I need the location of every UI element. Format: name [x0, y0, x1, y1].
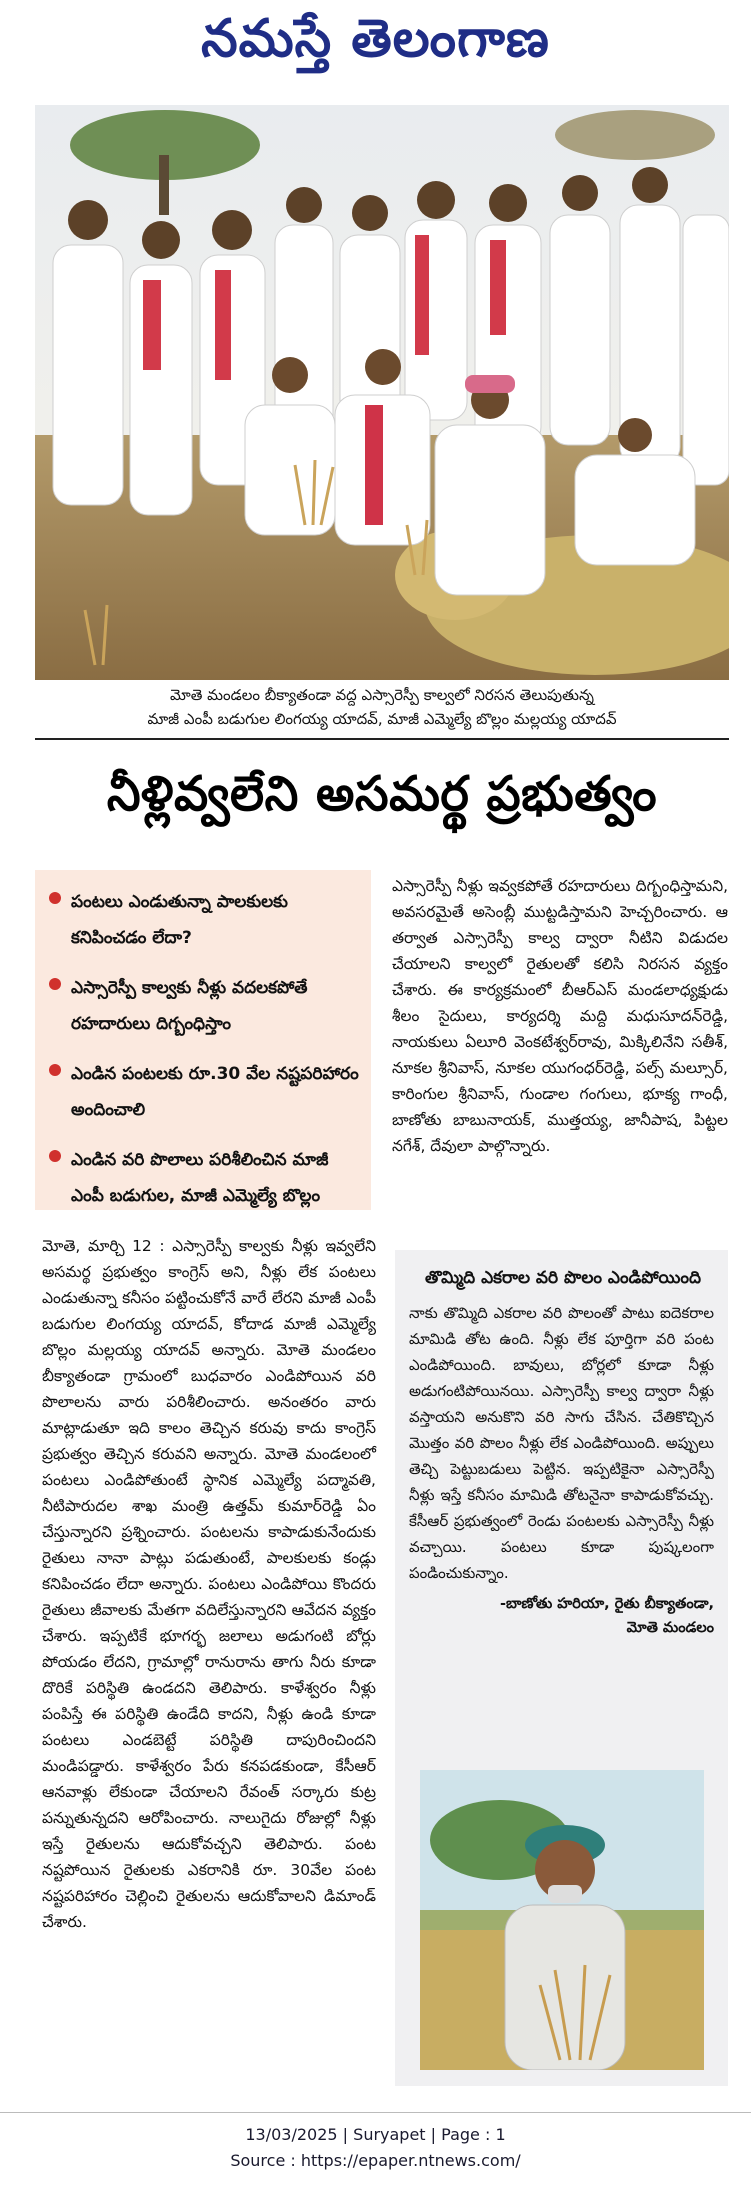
- quote-body: నాకు తొమ్మిది ఎకరాల వరి పొలంతో పాటు ఐదెకరాల మామిడి తోట ఉంది. నీళ్లు లేక పూర్తిగా వరి పంట ఎండిపోయింది. బావులు, బోర్లలో కూడా నీళ్లు అడుగంటిపోయినయి. ఎస్సారెస్పీ కాల్వ ద్వారా నీళ్లు వస్తాయని అనుకొని వరి సాగు చేసిన. చేతికొచ్చిన మొత్తం వరి పొలం నీళ్లు లేక ఎండిపోయింది. అప్పులు తెచ్చి పెట్టుబడులు పెట్టిన. ఇప్పటికైనా ఎస్సారెస్పీ నీళ్లు ఇస్తే కనీసం మామిడి తోటనైనా కాపాడుకోవచ్చు. కేసీఆర్ ప్రభుత్వంలో రెండు పంటలకు ఎస్సారెస్పీ నీళ్లు వచ్చాయి. పంటలు కూడా పుష్కలంగా పండించుకున్నాం.: [409, 1304, 714, 1582]
- photo-caption: [35, 683, 729, 733]
- caption-line-2: మాజీ ఎంపీ బడుగుల లింగయ్య యాదవ్, మాజీ ఎమ్మెల్యే బొల్లం మల్లయ్య యాదవ్: [147, 710, 617, 728]
- highlight-item: [49, 970, 359, 1042]
- article-body: మోతె, మార్చి 12 : ఎస్సారెస్పీ కాల్వకు నీళ్లు ఇవ్వలేని అసమర్థ ప్రభుత్వం కాంగ్రెస్ అని, నీళ్లు లేక పంటలు ఎండుతున్నా కనీసం పట్టించుకోనే వారే లేరని మాజీ ఎంపీ బడుగుల లింగయ్య యాదవ్, కోదాడ మాజీ ఎమ్మెల్యే బొల్లం మల్లయ్య యాదవ్ అన్నారు. మోతె మండలం బీక్యాతండా గ్రామంలో బుధవారం ఎండిపోయిన వరి పొలాలను వారు పరిశీలించారు. అనంతరం వారు మాట్లాడుతూ ఇది కాలం తెచ్చిన కరువు కాదు కాంగ్రెస్ ప్రభుత్వం తెచ్చిన కరువని అన్నారు. మోతె మండలంలో పంటలు ఎండిపోతుంటే స్థానిక ఎమ్మెల్యే పద్మావతి, నీటిపారుదల శాఖ మంత్రి ఉత్తమ్ కుమార్‌రెడ్డి ఏం చేస్తున్నారని ప్రశ్నించారు. పంటలను కాపాడుకునేందుకు రైతులు నానా పాట్లు పడుతుంటే, పాలకులకు కండ్లు కనిపించడం లేదా అన్నారు. పంటలు ఎండిపోయి కొందరు రైతులు జీవాలకు మేతగా వదిలేస్తున్నారని ఆవేదన వ్యక్తం చేశారు. ఇప్పటికే భూగర్భ జలాలు అడుగంటి బోర్లు పోయడం లేదని, గ్రామాల్లో రానురాను తాగు నీరు కూడా దొరికే పరిస్థితి ఉండదని తెలిపారు. కాళేశ్వరం నీళ్లు పంపిస్తే ఈ పరిస్థితి ఉండేది కాదని, నీళ్లు ఉండి కూడా పంటలు ఎండబెట్టే పరిస్థితి దాపురించిందని మండిపడ్డారు. కాళేశ్వరం పేరు కనపడకుండా, కేసీఆర్ ఆనవాళ్లు లేకుండా చేయాలని రేవంత్ సర్కారు కుట్ర పన్నుతున్నదని ఆరోపించారు. నాలుగైదు రోజుల్లో నీళ్లు ఇస్తే రైతులను ఆదుకోవచ్చని తెలిపారు. పంట నష్టపోయిన రైతులకు ఎకరానికి రూ. 30వేల పంట నష్టపరిహారం చెల్లించి రైతులను ఆదుకోవాలని డిమాండ్ చేశారు.: [42, 1237, 376, 1931]
- main-news-photo: [35, 105, 729, 680]
- highlight-text: ఎస్సారెస్పీ కాల్వకు నీళ్లు వదలకపోతే రహదారులు దిగ్బంధిస్తాం: [71, 978, 308, 1034]
- source-link[interactable]: Source : https://epaper.ntnews.com/: [230, 2151, 521, 2170]
- farmers-field-photo-icon: [35, 105, 729, 680]
- footer-divider: [0, 2112, 751, 2113]
- farmer-portrait-icon: [420, 1770, 704, 2070]
- highlight-item: [49, 1142, 359, 1214]
- headline-text: నీళ్లివ్వలేని అసమర్థ ప్రభుత్వం: [106, 766, 658, 822]
- bullet-icon: [49, 1150, 61, 1162]
- highlight-text: ఎండిన వరి పొలాలు పరిశీలించిన మాజీ ఎంపీ బడుగుల, మాజీ ఎమ్మెల్యే బొల్లం: [71, 1150, 329, 1206]
- bullet-icon: [49, 978, 61, 990]
- article-right-column: ఎస్సారెస్పీ నీళ్లు ఇవ్వకపోతే రహదారులు దిగ్బంధిస్తామని, అవసరమైతే అసెంబ్లీ ముట్టడిస్తామని హెచ్చరించారు. ఆ తర్వాత ఎస్సారెస్పీ కాల్వ ద్వారా నీటిని విడుదల చేయాలని కాల్వలో రైతులతో కలిసి నిరసన వ్యక్తం చేశారు. ఈ కార్యక్రమంలో బీఆర్ఎస్ మండలాధ్యక్షుడు శీలం సైదులు, కార్యదర్శి మద్ది మధుసూదన్‌రెడ్డి, నాయకులు ఏలూరి వెంకటేశ్వర్‌రావు, మిక్కిలినేని సతీశ్, నూకల శ్రీనివాస్, నూకల యుగంధర్‌రెడ్డి, పల్స్ మల్సూర్, కారింగుల శ్రీనివాస్, గుండాల గంగులు, భూక్య గాంధీ, బాణోతు బాబునాయక్, ముత్తయ్య, జానీపాష, పిట్టల నగేశ్, దేవులా పాల్గొన్నారు.: [392, 877, 728, 1155]
- masthead: [0, 0, 751, 90]
- bullet-icon: [49, 1064, 61, 1076]
- footer: [0, 2122, 751, 2174]
- quote-credit-line-2: మోతె మండలం: [626, 1620, 714, 1636]
- edition-info: 13/03/2025 | Suryapet | Page : 1: [245, 2125, 506, 2144]
- bullet-icon: [49, 892, 61, 904]
- divider: [35, 738, 729, 740]
- quote-title: తొమ్మిది ఎకరాల వరి పొలం ఎండిపోయింది: [425, 1268, 701, 1288]
- highlight-text: ఎండిన పంటలకు రూ.30 వేల నష్టపరిహారం అందించాలి: [71, 1064, 359, 1120]
- caption-line-1: మోతె మండలం బీక్యాతండా వద్ద ఎస్సారెస్పీ కాల్వలో నిరసన తెలుపుతున్న: [170, 686, 594, 704]
- highlight-item: [49, 1056, 359, 1128]
- highlight-text: పంటలు ఎండుతున్నా పాలకులకు కనిపించడం లేదా?: [71, 892, 288, 948]
- quote-credit-line-1: -బాణోతు హరియా, రైతు బీక్యాతండా,: [499, 1596, 714, 1612]
- highlights-box: [35, 870, 371, 1210]
- highlight-item: [49, 884, 359, 956]
- newspaper-title: నమస్తే తెలంగాణ: [201, 8, 550, 69]
- headline: [35, 745, 729, 855]
- farmer-photo: [420, 1770, 704, 2070]
